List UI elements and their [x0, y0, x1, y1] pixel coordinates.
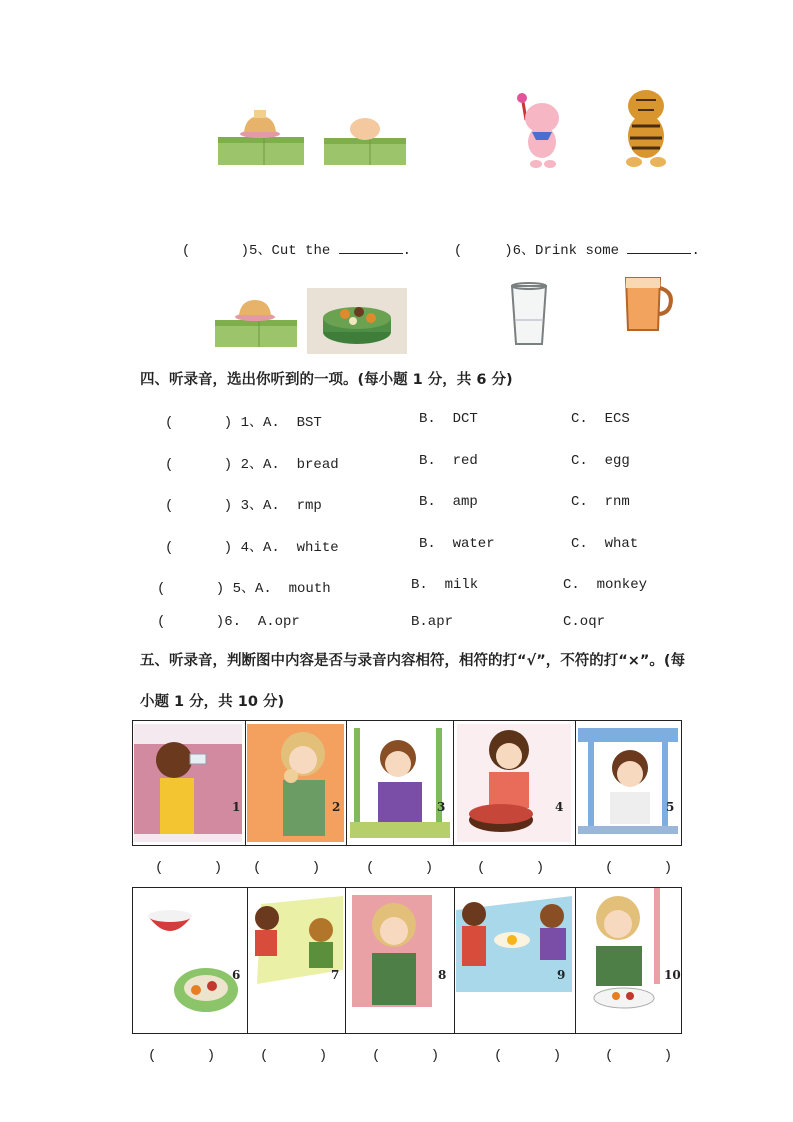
s4-q3-option-b: B. amp [419, 494, 478, 510]
s4-q1-option-a: ( ) 1、A. BST [165, 415, 322, 431]
rice-and-vegetables-picture [140, 898, 244, 1014]
boy-drinking-picture [134, 724, 242, 842]
boy-eating-picture [350, 724, 450, 842]
s4-q6-option-a: ( )6. A.opr [157, 614, 300, 630]
girl-and-boy-picture [249, 892, 343, 992]
answer-3[interactable]: ( ) [366, 860, 434, 876]
girl-with-plate-picture [578, 888, 678, 1016]
q5-text: Cut the [271, 243, 331, 259]
answer-2[interactable]: ( ) [253, 860, 321, 876]
girl-waving-picture [352, 895, 432, 1007]
s4-q6-option-b: B.apr [411, 614, 454, 630]
picture-number-3: 3 [437, 800, 446, 814]
answer-8[interactable]: ( ) [372, 1048, 440, 1064]
picture-number-7: 7 [331, 968, 340, 982]
s4-q5-option-a: ( ) 5、A. mouth [157, 581, 331, 597]
boy-with-glasses-picture [578, 724, 678, 842]
q6-text: Drink some [535, 243, 620, 259]
s4-q5-option-c: C. monkey [563, 577, 648, 593]
q6-number: )6、 [504, 243, 536, 259]
s4-q1-option-c: C. ECS [571, 411, 630, 427]
q6-end: . [691, 243, 700, 259]
egg-on-table-picture [324, 112, 408, 166]
section-5-title-line2: 小题 1 分，共 10 分) [140, 694, 285, 710]
q5-number: )5、 [240, 243, 272, 259]
girl-boy-egg-picture [456, 892, 572, 992]
picture-number-10: 10 [664, 968, 681, 982]
picture-number-4: 4 [555, 800, 564, 814]
s4-q6-option-c: C.oqr [563, 614, 606, 630]
answer-7[interactable]: ( ) [260, 1048, 328, 1064]
answer-6[interactable]: ( ) [148, 1048, 216, 1064]
s4-q2-option-b: B. red [419, 453, 478, 469]
s4-q3-option-c: C. rnm [571, 494, 630, 510]
q6-blank[interactable] [627, 241, 691, 254]
q5-end: . [402, 243, 412, 259]
s4-q3-option-a: ( ) 3、A. rmp [165, 498, 322, 514]
bread-on-table-picture [218, 110, 306, 166]
picture-number-2: 2 [332, 800, 341, 814]
cake-picture [307, 288, 407, 354]
q6-open-paren: ( [453, 243, 463, 259]
picture-number-6: 6 [232, 968, 241, 982]
answer-1[interactable]: ( ) [155, 860, 223, 876]
s4-q2-option-c: C. egg [571, 453, 630, 469]
girl-eating-bread-picture [247, 724, 344, 842]
bread-on-table-picture-2 [215, 292, 299, 348]
picture-number-9: 9 [557, 968, 566, 982]
answer-4[interactable]: ( ) [477, 860, 545, 876]
section-4-title: 四、听录音，选出你听到的一项。(每小题 1 分，共 6 分) [140, 372, 513, 388]
answer-5[interactable]: ( ) [605, 860, 673, 876]
answer-10[interactable]: ( ) [605, 1048, 673, 1064]
picture-number-8: 8 [438, 968, 447, 982]
girl-with-cake-picture [457, 724, 571, 842]
q5-blank[interactable] [339, 241, 403, 254]
tiger-picture [614, 86, 678, 170]
s4-q1-option-b: B. DCT [419, 411, 478, 427]
juice-jug-picture [620, 270, 676, 336]
s4-q5-option-b: B. milk [411, 577, 479, 593]
pig-picture [508, 92, 574, 172]
s4-q4-option-b: B. water [419, 536, 495, 552]
glass-picture [508, 280, 550, 350]
q5-open-paren: ( [181, 243, 191, 259]
s4-q2-option-a: ( ) 2、A. bread [165, 457, 339, 473]
picture-number-5: 5 [666, 800, 675, 814]
s4-q4-option-c: C. what [571, 536, 639, 552]
s4-q4-option-a: ( ) 4、A. white [165, 540, 339, 556]
answer-9[interactable]: ( ) [494, 1048, 562, 1064]
picture-number-1: 1 [232, 800, 241, 814]
section-5-title-line1: 五、听录音，判断图中内容是否与录音内容相符，相符的打“√”，不符的打“×”。(每 [140, 653, 686, 669]
